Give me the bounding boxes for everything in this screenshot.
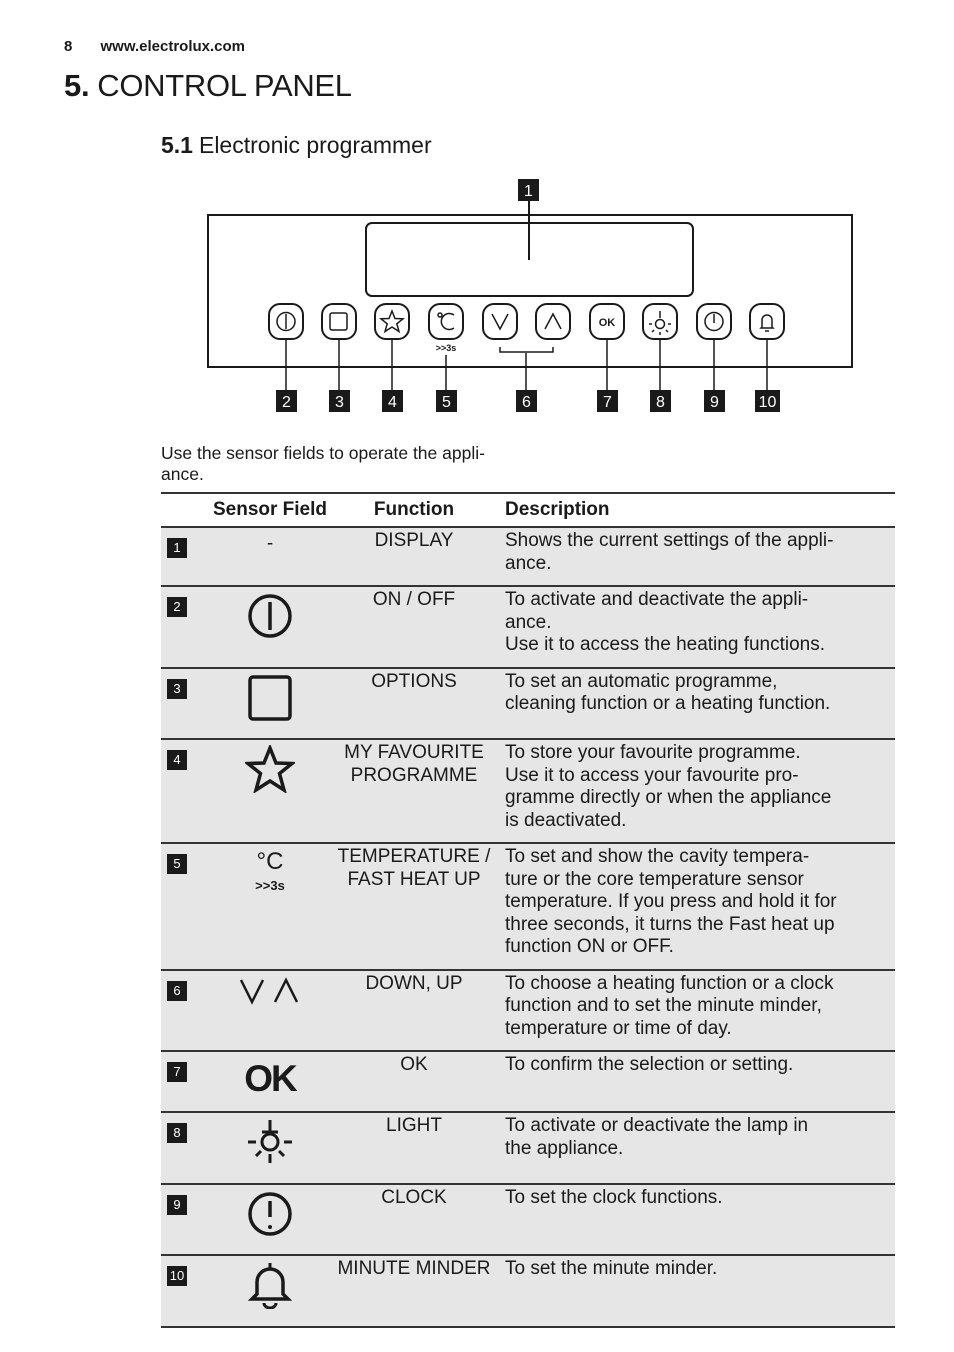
minute-minder-button	[750, 304, 784, 339]
header-sensor-field: Sensor Field	[209, 493, 331, 527]
function-name: TEMPERATURE / FAST HEAT UP	[337, 846, 491, 890]
table-row	[161, 1255, 895, 1327]
options-button	[322, 304, 356, 339]
table-row	[161, 970, 895, 1052]
bell-icon	[247, 1293, 293, 1314]
function-description: To confirm the selection or setting.	[505, 1054, 794, 1075]
function-name: MINUTE MINDER	[337, 1258, 491, 1279]
clock-icon	[246, 1222, 294, 1243]
row-number: 2	[167, 597, 187, 617]
control-panel-diagram	[200, 175, 860, 420]
dash-icon: -	[266, 533, 274, 554]
options-square-icon	[246, 706, 294, 727]
row-number: 6	[167, 981, 187, 1001]
callout-9: 9	[710, 394, 719, 411]
temperature-icon: °C	[256, 848, 284, 875]
table-row	[161, 586, 895, 668]
callout-3: 3	[335, 394, 344, 411]
callout-2: 2	[282, 394, 291, 411]
website-link[interactable]: www.electrolux.com	[100, 38, 246, 55]
star-icon	[245, 777, 295, 798]
callout-5: 5	[442, 394, 451, 411]
fast-heat-label: >>3s	[435, 343, 457, 353]
row-number: 4	[167, 750, 187, 770]
function-description: To activate and deactivate the appli- ance. Use it to access the heating functions.	[505, 589, 826, 655]
function-name: OK	[400, 1054, 428, 1075]
subsection-title-text: Electronic programmer	[198, 132, 432, 158]
section-number: 5.	[64, 68, 90, 103]
function-description: To store your favourite programme. Use it to access your favourite pro- gramme directly or when the appliance is deactivated.	[505, 742, 832, 831]
page-number: 8	[64, 38, 73, 55]
function-name: DOWN, UP	[365, 972, 463, 994]
down-up-icon	[238, 990, 302, 1011]
function-description: To activate or deactivate the lamp in the appliance.	[505, 1115, 809, 1159]
function-name: DISPLAY	[374, 530, 454, 551]
light-icon	[244, 1150, 296, 1171]
row-number: 7	[167, 1062, 187, 1082]
function-description: To set the minute minder.	[505, 1258, 718, 1279]
table-row	[161, 1112, 895, 1184]
sensor-table	[161, 492, 895, 1328]
down-button	[483, 304, 517, 339]
power-icon	[246, 624, 294, 645]
function-name: ON / OFF	[372, 589, 456, 610]
callout-4: 4	[388, 394, 397, 411]
header-function: Function	[331, 493, 497, 527]
function-description: To set and show the cavity tempera- ture or the core temperature sensor temperature. If you press and hold it for three seconds, it turns the Fast heat up function ON or OFF.	[505, 846, 837, 957]
row-number: 3	[167, 679, 187, 699]
function-name: OPTIONS	[371, 670, 457, 692]
page-header	[64, 38, 245, 55]
row-number: 5	[167, 854, 187, 874]
callout-1: 1	[524, 183, 533, 200]
row-number: 8	[167, 1123, 187, 1143]
callout-6: 6	[522, 394, 531, 411]
row-number: 1	[167, 538, 187, 558]
section-title	[64, 68, 352, 104]
table-header-row	[161, 493, 895, 527]
ok-icon: OK	[244, 1058, 296, 1099]
fast-heat-up-seconds: 3s	[270, 878, 285, 893]
temperature-button	[429, 304, 463, 339]
function-description: To set an automatic programme, cleaning function or a heating function.	[505, 670, 831, 714]
function-name: MY FAVOURITE PROGRAMME	[344, 742, 484, 786]
callout-8: 8	[656, 394, 665, 411]
row-number: 9	[167, 1195, 187, 1215]
table-row	[161, 739, 895, 843]
callout-7: 7	[603, 394, 612, 411]
function-name: CLOCK	[381, 1186, 447, 1208]
section-title-text: CONTROL PANEL	[97, 68, 352, 103]
subsection-number: 5.1	[161, 132, 193, 158]
callout-10: 10	[758, 394, 777, 411]
header-description: Description	[497, 493, 895, 527]
intro-text: Use the sensor fields to operate the appli- ance.	[161, 443, 485, 484]
table-row	[161, 527, 895, 586]
table-row	[161, 1051, 895, 1112]
table-row	[161, 668, 895, 740]
row-number: 10	[167, 1266, 187, 1286]
table-row	[161, 843, 895, 970]
function-description: To set the clock functions.	[505, 1186, 723, 1208]
ok-button-label: OK	[598, 317, 616, 329]
function-description: Shows the current settings of the appli- ance.	[505, 530, 834, 574]
function-description: To choose a heating function or a clock function and to set the minute minder, temperature or time of day.	[505, 972, 834, 1039]
up-button	[536, 304, 570, 339]
subsection-title	[161, 132, 432, 159]
function-name: LIGHT	[386, 1115, 442, 1136]
fast-heat-up-icon: >>3s	[255, 878, 285, 893]
table-row	[161, 1184, 895, 1256]
